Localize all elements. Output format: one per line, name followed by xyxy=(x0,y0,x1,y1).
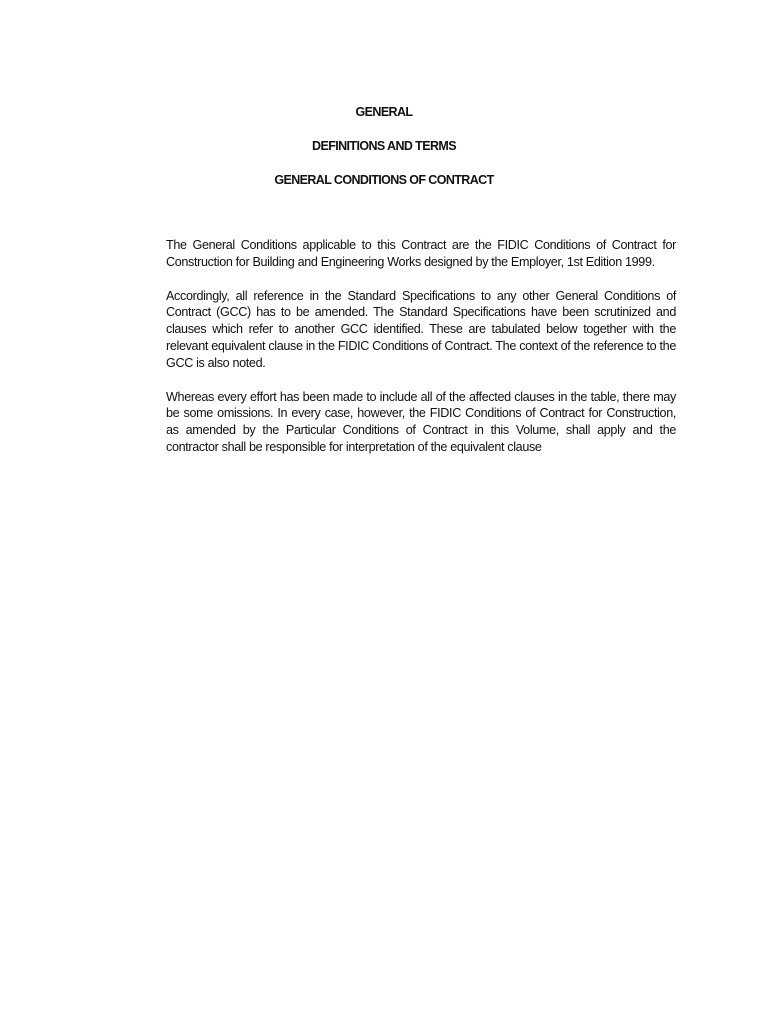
paragraph-general-conditions: The General Conditions applicable to this Contract are the FIDIC Conditions of Contract for Construction for Building and Engineering Works designed by the Employer, 1st Edition 1999. xyxy=(166,238,676,269)
paragraph-references-amended: Accordingly, all reference in the Standard Specifications to any other General Conditions of Contract (GCC) has to be amended. The Standard Specifications have been scrutinized and clauses which refer to another GCC identified. These are tabulated below together with the relevant equivalent clause in the FIDIC Conditions of Contract. The context of the reference to the GCC is also noted. xyxy=(166,288,676,370)
document-body xyxy=(166,237,676,473)
paragraph-omissions: Whereas every effort has been made to include all of the affected clauses in the table, there may be some omissions. In every case, however, the FIDIC Conditions of Contract for Construction, as amended by the Particular Conditions of Contract in this Volume, shall apply and the contractor shall be responsible for interpretation of the equivalent clause xyxy=(166,389,676,454)
section-heading: GENERAL CONDITIONS OF CONTRACT xyxy=(274,173,494,187)
document-title: GENERAL xyxy=(355,105,413,119)
document-subtitle: DEFINITIONS AND TERMS xyxy=(312,139,456,153)
